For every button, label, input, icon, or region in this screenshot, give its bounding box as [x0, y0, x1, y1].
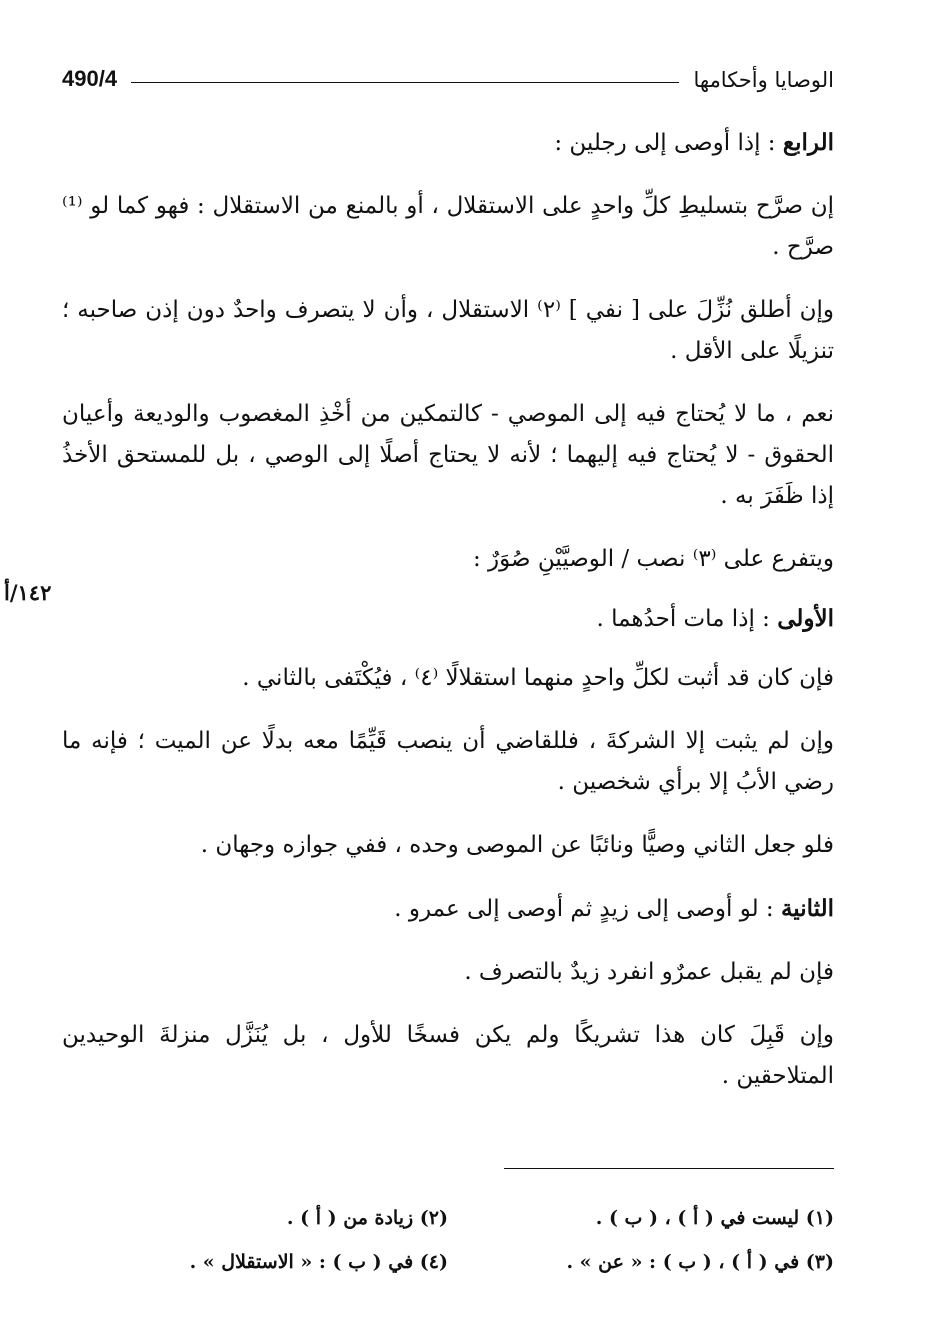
- paragraph: [62, 186, 834, 268]
- paragraph-text: فإن لم يقبل عمرٌو انفرد زيدٌ بالتصرف .: [464, 959, 834, 985]
- footnote-row: [62, 1196, 834, 1240]
- paragraph: [62, 952, 834, 993]
- footnote: (١) ليست في ( أ ) ، ( ب ) .: [595, 1207, 834, 1229]
- paragraph: [62, 290, 834, 372]
- header-rule: [131, 82, 679, 83]
- footnote-row: [62, 1240, 834, 1284]
- footnote-separator: [504, 1168, 834, 1169]
- paragraph: [62, 122, 834, 164]
- paragraph: [62, 394, 834, 517]
- footnote: (٢) زيادة من ( أ ) .: [286, 1207, 448, 1229]
- footnote: (٣) في ( أ ) ، ( ب ) : « عن » .: [566, 1251, 834, 1273]
- paragraph: [62, 888, 834, 930]
- paragraph-text: وإن أطلق نُزِّلَ على [ نفي ] ⁽٢⁾ الاستقلال ، وأن لا يتصرف واحدٌ دون إذن صاحبه ؛ تنزيلًا على الأقل .: [62, 297, 835, 364]
- paragraph-text: : إذا مات أحدُهما .: [596, 606, 778, 632]
- footnote: (٤) في ( ب ) : « الاستقلال » .: [189, 1251, 448, 1273]
- paragraph: [62, 598, 834, 640]
- main-text: [62, 122, 834, 1119]
- folio-margin-note: ١٤٢/أ: [4, 580, 52, 605]
- paragraph-text: : إذا أوصى إلى رجلين :: [554, 130, 783, 156]
- paragraph-text: وإن قَبِلَ كان هذا تشريكًا ولم يكن فسخًا للأول ، بل يُنَزَّل منزلةَ الوحيدين المتلاحقين .: [62, 1022, 834, 1089]
- paragraph: [62, 539, 834, 580]
- paragraph-text: : لو أوصى إلى زيدٍ ثم أوصى إلى عمرو .: [394, 896, 781, 922]
- paragraph-text: نعم ، ما لا يُحتاج فيه إلى الموصي - كالتمكين من أخْذِ المغصوب والوديعة وأعيان الحقوق - لا يُحتاج فيه إليهما ؛ لأنه لا يحتاج أصلًا إلى الوصي ، بل للمستحق الأخذُ إذا ظَفَرَ به .: [62, 401, 834, 509]
- page-number: 490/4: [62, 66, 118, 91]
- paragraph: [62, 825, 834, 866]
- paragraph-text: فلو جعل الثاني وصيًّا ونائبًا عن الموصى وحده ، ففي جوازه وجهان .: [200, 832, 834, 858]
- paragraph-text: وإن لم يثبت إلا الشركةَ ، فللقاضي أن ينصب قَيِّمًا معه بدلًا عن الميت ؛ فإنه ما رضي الأبُ إلا برأي شخصين .: [62, 728, 834, 795]
- paragraph-lead: الأولى: [777, 605, 834, 632]
- paragraph-lead: الرابع: [782, 129, 834, 156]
- footnotes: [62, 1196, 834, 1284]
- paragraph-text: ويتفرع على ⁽٣⁾ نصب / الوصيَّيْنِ صُوَرٌ :: [473, 546, 834, 572]
- paragraph: [62, 1015, 834, 1097]
- paragraph: [62, 721, 834, 803]
- running-title: الوصايا وأحكامها: [693, 68, 834, 92]
- running-header: [62, 60, 834, 92]
- paragraph-text: فإن كان قد أثبت لكلِّ واحدٍ منهما استقلالًا ⁽٤⁾ ، فيُكْتَفى بالثاني .: [242, 665, 834, 691]
- paragraph-text: إن صرَّح بتسليطِ كلِّ واحدٍ على الاستقلال ، أو بالمنع من الاستقلال : فهو كما لو ⁽¹⁾ صرَّح .: [62, 193, 834, 260]
- paragraph: [62, 658, 834, 699]
- paragraph-lead: الثانية: [780, 895, 834, 922]
